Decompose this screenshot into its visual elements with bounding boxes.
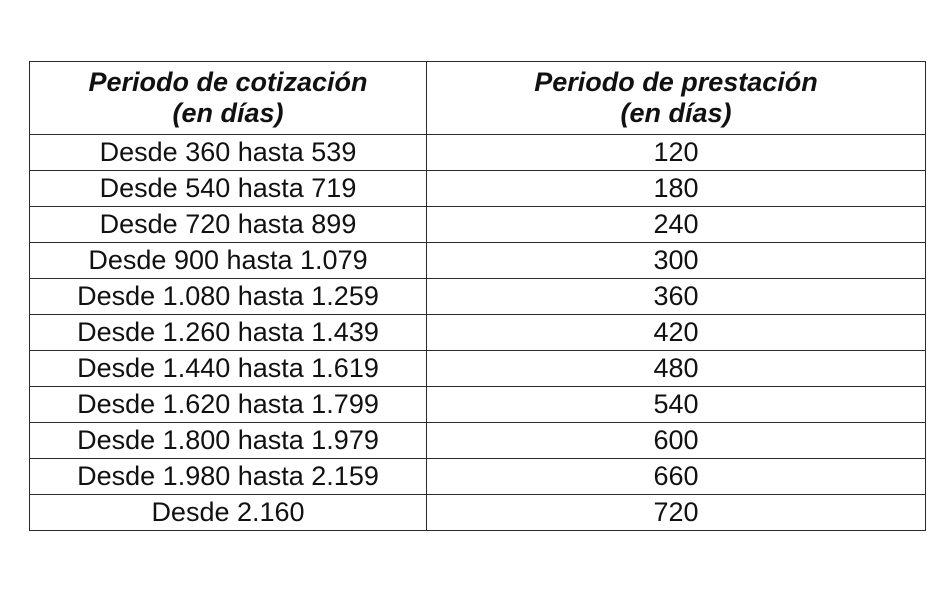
- contribution-range-cell: Desde 900 hasta 1.079: [30, 243, 427, 279]
- header-benefit-period-title: Periodo de prestación: [534, 67, 818, 97]
- table-row: [30, 171, 926, 207]
- benefit-days-cell: 540: [427, 387, 926, 423]
- contribution-range-cell: Desde 1.440 hasta 1.619: [30, 351, 427, 387]
- header-contribution-period: [30, 62, 427, 135]
- benefit-days-cell: 660: [427, 459, 926, 495]
- benefit-days-cell: 420: [427, 315, 926, 351]
- contribution-range-cell: Desde 360 hasta 539: [30, 135, 427, 171]
- table-row: [30, 459, 926, 495]
- header-benefit-period: [427, 62, 926, 135]
- table-row: [30, 351, 926, 387]
- table-row: [30, 315, 926, 351]
- benefit-days-cell: 240: [427, 207, 926, 243]
- table-row: [30, 495, 926, 531]
- benefit-days-cell: 480: [427, 351, 926, 387]
- header-contribution-period-unit: (en días): [172, 98, 284, 128]
- contribution-range-cell: Desde 2.160: [30, 495, 427, 531]
- table-row: [30, 423, 926, 459]
- benefit-period-table: [29, 61, 926, 531]
- contribution-range-cell: Desde 1.620 hasta 1.799: [30, 387, 427, 423]
- table-row: [30, 207, 926, 243]
- contribution-range-cell: Desde 1.260 hasta 1.439: [30, 315, 427, 351]
- benefit-days-cell: 300: [427, 243, 926, 279]
- benefit-days-cell: 180: [427, 171, 926, 207]
- benefit-days-cell: 120: [427, 135, 926, 171]
- benefit-days-cell: 720: [427, 495, 926, 531]
- header-benefit-period-unit: (en días): [620, 98, 732, 128]
- contribution-range-cell: Desde 1.800 hasta 1.979: [30, 423, 427, 459]
- benefit-days-cell: 360: [427, 279, 926, 315]
- benefit-days-cell: 600: [427, 423, 926, 459]
- contribution-range-cell: Desde 1.980 hasta 2.159: [30, 459, 427, 495]
- header-contribution-period-title: Periodo de cotización: [88, 67, 368, 97]
- table-row: [30, 243, 926, 279]
- contribution-range-cell: Desde 1.080 hasta 1.259: [30, 279, 427, 315]
- table-row: [30, 387, 926, 423]
- table-row: [30, 279, 926, 315]
- contribution-range-cell: Desde 720 hasta 899: [30, 207, 427, 243]
- contribution-range-cell: Desde 540 hasta 719: [30, 171, 427, 207]
- table-row: [30, 135, 926, 171]
- table-header-row: [30, 62, 926, 135]
